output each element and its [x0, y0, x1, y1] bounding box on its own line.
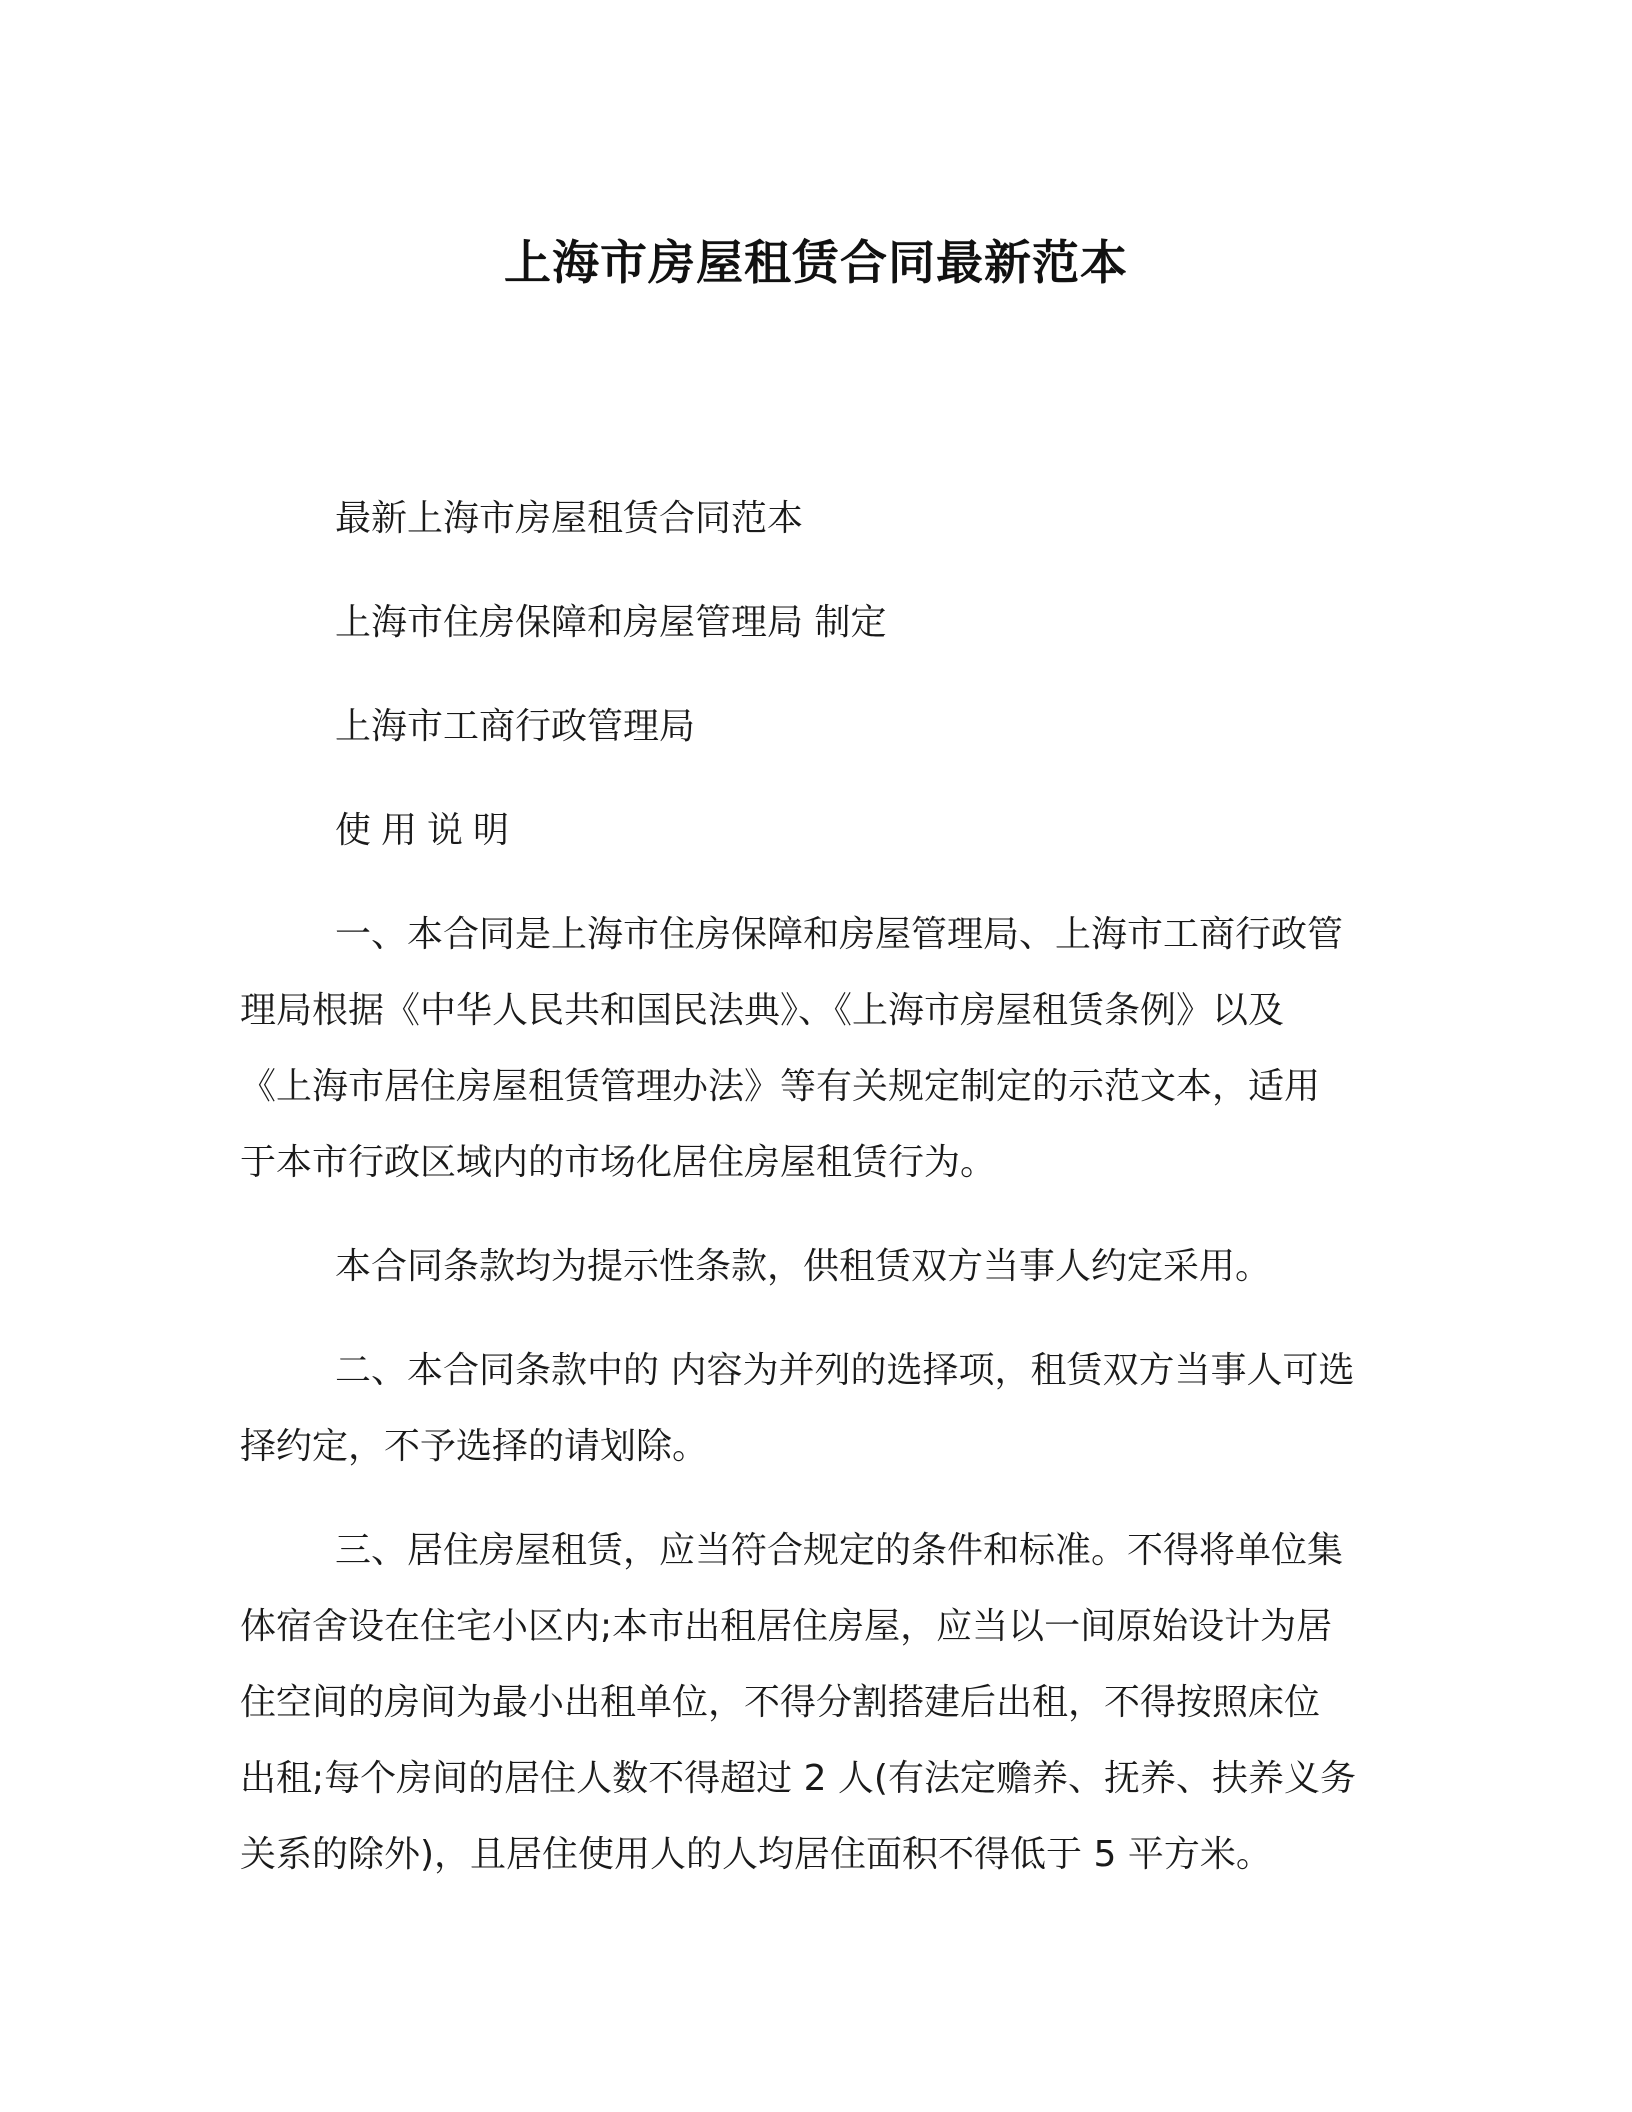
paragraph-line: 于本市行政区域内的市场化居住房屋租赁行为。 — [240, 1142, 997, 1183]
subtitle-line: 最新上海市房屋租赁合同范本 — [335, 498, 804, 539]
paragraph-line: 住空间的房间为最小出租单位，不得分割搭建后出租，不得按照床位 — [240, 1682, 1321, 1723]
paragraph-line: 体宿舍设在住宅小区内;本市出租居住房屋，应当以一间原始设计为居 — [240, 1606, 1333, 1647]
issuer-line: 上海市工商行政管理局 — [335, 706, 696, 747]
paragraph-line: 一、本合同是上海市住房保障和房屋管理局、上海市工商行政管 — [335, 914, 1344, 955]
paragraph-line: 出租;每个房间的居住人数不得超过 2 人(有法定赡养、抚养、扶养义务 — [240, 1758, 1356, 1799]
document-title: 上海市房屋租赁合同最新范本 — [504, 236, 1128, 291]
issuer-line: 上海市住房保障和房屋管理局 制定 — [335, 602, 887, 643]
paragraph-line: 择约定，不予选择的请划除。 — [240, 1426, 709, 1467]
section-heading: 使用说明 — [335, 810, 520, 851]
paragraph-line: 《上海市居住房屋租赁管理办法》等有关规定制定的示范文本，适用 — [240, 1066, 1321, 1107]
paragraph-line: 理局根据《中华人民共和国民法典》、《上海市房屋租赁条例》以及 — [240, 990, 1285, 1031]
paragraph-line: 本合同条款均为提示性条款，供租赁双方当事人约定采用。 — [335, 1246, 1272, 1287]
paragraph-line: 三、居住房屋租赁，应当符合规定的条件和标准。不得将单位集 — [335, 1530, 1344, 1571]
paragraph-line: 二、本合同条款中的 内容为并列的选择项，租赁双方当事人可选 — [335, 1350, 1355, 1391]
paragraph-line: 关系的除外)，且居住使用人的人均居住面积不得低于 5 平方米。 — [240, 1834, 1272, 1875]
